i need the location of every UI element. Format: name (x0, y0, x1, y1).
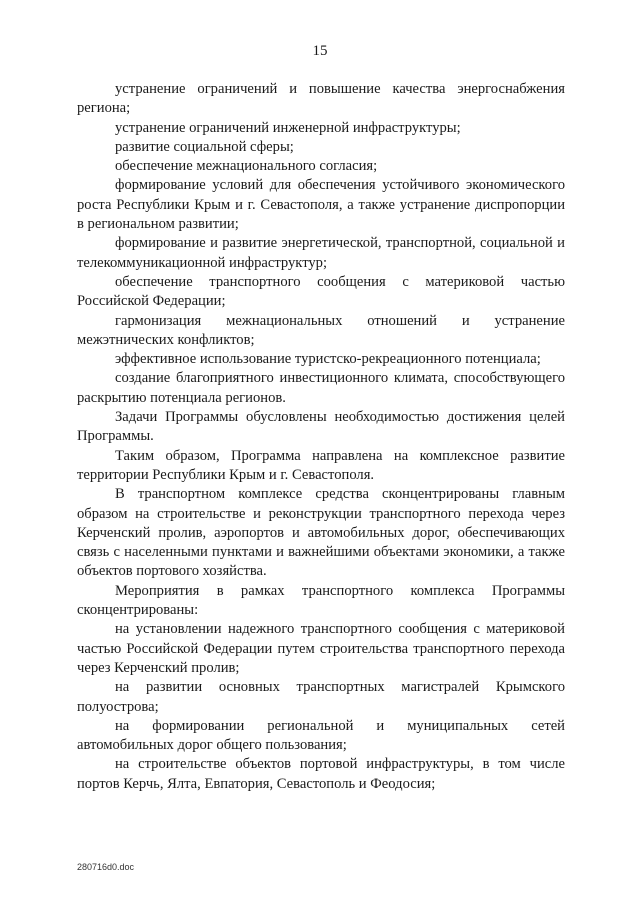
paragraph: эффективное использование туристско-рекреационного потенциала; (115, 351, 541, 368)
paragraph: устранение ограничений инженерной инфраструктуры; (115, 119, 461, 136)
paragraph: обеспечение межнационального согласия; (115, 158, 378, 175)
paragraph: развитие социальной сферы; (115, 138, 294, 155)
paragraph: Мероприятия в рамках транспортного комплекса Программы сконцентрированы: (77, 582, 565, 619)
page-number: 15 (312, 43, 328, 59)
paragraph: формирование и развитие энергетической, транспортной, социальной и телекоммуникационной инфраструктур; (77, 235, 565, 271)
footer-file-code: 280716d0.doc (77, 862, 135, 872)
paragraph: формирование условий для обеспечения устойчивого экономического роста Республики Крым и г. Севастополя, а также устранение диспропорции в региональном развитии; (77, 177, 565, 233)
paragraph: устранение ограничений и повышение качества энергоснабжения региона; (77, 81, 565, 117)
paragraph: Таким образом, Программа направлена на комплексное развитие территории Республики Крым и г. Севастополя. (77, 447, 565, 483)
paragraph: на развитии основных транспортных магистралей Крымского полуострова; (77, 679, 565, 715)
paragraph: Задачи Программы обусловлены необходимостью достижения целей Программы. (77, 409, 565, 445)
paragraph: на установлении надежного транспортного сообщения с материковой частью Российской Федерации путем строительства транспортного перехода через Керченский пролив; (77, 621, 565, 676)
paragraph: В транспортном комплексе средства сконцентрированы главным образом на строительстве и реконструкции транспортного перехода через Керченский пролив, аэропортов и автомобильных дорог, обеспечивающих связь с населенными пунктами и важнейшими объектами экономики, а также объектов портового хозяйства. (77, 486, 565, 580)
paragraph: на строительстве объектов портовой инфраструктуры, в том числе портов Керчь, Ялта, Евпатория, Севастополь и Феодосия; (77, 756, 565, 792)
paragraph: обеспечение транспортного сообщения с материковой частью Российской Федерации; (77, 273, 565, 310)
paragraph: создание благоприятного инвестиционного климата, способствующего раскрытию потенциала регионов. (77, 370, 565, 406)
document-body (77, 80, 565, 794)
paragraph: гармонизация межнациональных отношений и устранение межэтнических конфликтов; (77, 312, 565, 348)
paragraph: на формировании региональной и муниципальных сетей автомобильных дорог общего пользования; (77, 717, 565, 754)
